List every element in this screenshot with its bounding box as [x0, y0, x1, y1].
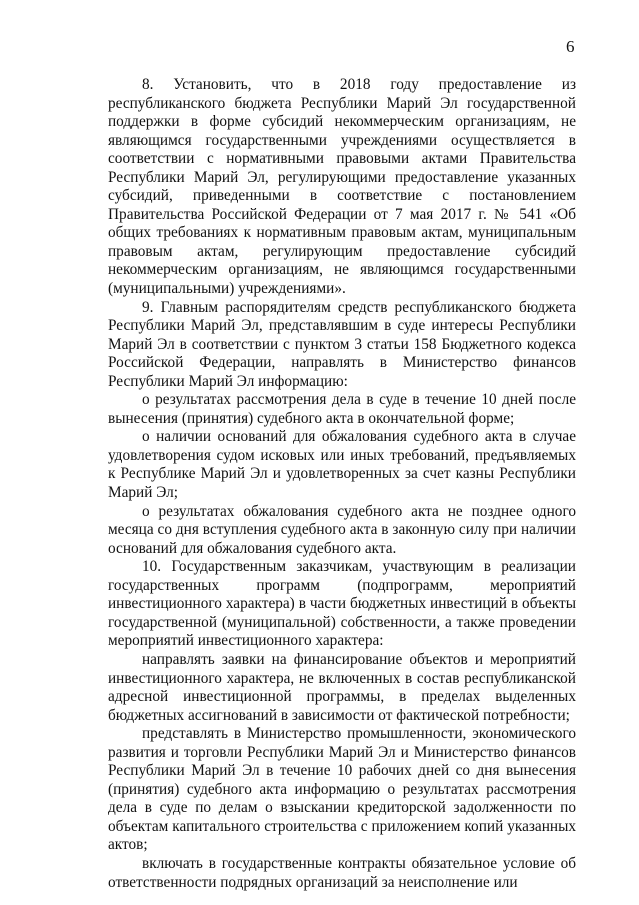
paragraph-9-item-2: о наличии оснований для обжалования судебного акта в случае удовлетворения судом исковых или иных требований, предъявляемых к Республике Марий Эл и удовлетворенных за счет казны Республики Марий Эл; [108, 428, 576, 502]
paragraph-10-item-2: представлять в Министерство промышленности, экономического развития и торговли Республики Марий Эл и Министерство финансов Республики Марий Эл в течение 10 рабочих дней со дня вынесения (принятия) судебного акта информацию о результатах рассмотрения дела в суде по делам о взыскании кредиторской задолженности по объектам капитального строительства с приложением копий указанных актов; [108, 725, 576, 854]
paragraph-10-item-1: направлять заявки на финансирование объектов и мероприятий инвестиционного характера, не включенных в состав республиканской адресной инвестиционной программы, в пределах выделенных бюджетных ассигнований в зависимости от фактической потребности; [108, 650, 576, 724]
paragraph-9-intro: 9. Главным распорядителям средств республиканского бюджета Республики Марий Эл, представлявшим в суде интересы Республики Марий Эл в соответствии с пунктом 3 статьи 158 Бюджетного кодекса Российской Федерации, направлять в Министерство финансов Республики Марий Эл информацию: [108, 298, 576, 390]
paragraph-9-item-3: о результатах обжалования судебного акта не позднее одного месяца со дня вступления судебного акта в законную силу при наличии оснований для обжалования судебного акта. [108, 502, 576, 557]
paragraph-9-item-1: о результатах рассмотрения дела в суде в течение 10 дней после вынесения (принятия) судебного акта в окончательной форме; [108, 391, 576, 427]
paragraph-10-item-3: включать в государственные контракты обязательное условие об ответственности подрядных организаций за неисполнение или [108, 854, 576, 891]
paragraph-8-intro: 8. Установить, что в 2018 году предоставление из республиканского бюджета Республики Марий Эл государственной поддержки в форме субсидий некоммерческим организациям, не являющимся государственными учреждениями осуществляется в соответствии с нормативными правовыми актами Правительства Республики Марий Эл, регулирующими предоставление указанных субсидий, приведенными в соответствие с постановлением Правительства Российской Федерации от 7 мая 2017 г. № 541 «Об общих требованиях к нормативным правовым актам, муниципальным правовым актам, регулирующим предоставление субсидий некоммерческим организациям, не являющимся государственными (муниципальными) учреждениями». [108, 76, 576, 298]
paragraph-10-intro: 10. Государственным заказчикам, участвующим в реализации государственных программ (подпрограмм, мероприятий инвестиционного характера) в части бюджетных инвестиций в объекты государственной (муниципальной) собственности, а также проведении мероприятий инвестиционного характера: [108, 558, 576, 650]
document-body [108, 76, 576, 892]
page-number: 6 [566, 37, 575, 56]
